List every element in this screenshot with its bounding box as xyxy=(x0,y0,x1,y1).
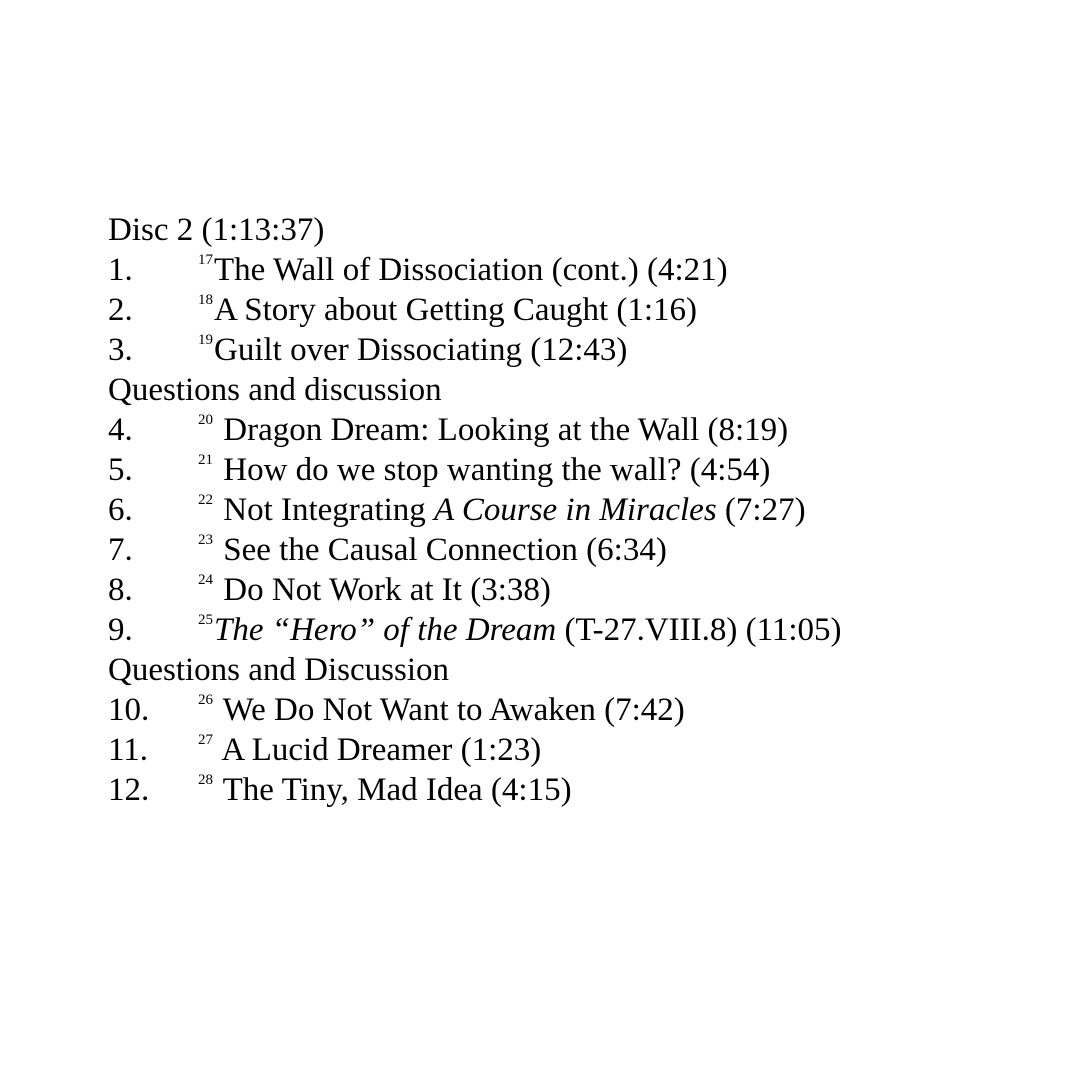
track-item-7 xyxy=(108,530,1008,570)
track-number: 5. xyxy=(108,452,133,488)
track-item-8 xyxy=(108,570,1008,610)
track-item-10 xyxy=(108,690,1008,730)
track-number: 7. xyxy=(108,532,133,568)
book-title: A Course in Miracles xyxy=(434,492,717,528)
footnote-ref: 26 xyxy=(198,692,213,708)
disc-heading: Disc 2 (1:13:37) xyxy=(108,212,325,248)
track-number: 9. xyxy=(108,612,133,648)
track-item-12 xyxy=(108,770,1008,810)
footnote-ref: 21 xyxy=(198,452,213,468)
track-item-5 xyxy=(108,450,1008,490)
track-title: Guilt over Dissociating (12:43) xyxy=(214,332,628,368)
section-heading: Questions and Discussion xyxy=(108,652,449,688)
footnote-ref: 27 xyxy=(198,732,213,748)
track-number: 6. xyxy=(108,492,133,528)
track-listing xyxy=(108,210,1008,810)
passage-title: The “Hero” of the Dream xyxy=(214,612,557,648)
footnote-ref: 18 xyxy=(198,292,213,308)
footnote-ref: 22 xyxy=(198,492,213,508)
track-title: Do Not Work at It (3:38) xyxy=(215,572,551,608)
track-item-3 xyxy=(108,330,1008,370)
track-item-6 xyxy=(108,490,1008,530)
footnote-ref: 25 xyxy=(198,612,213,628)
track-number: 8. xyxy=(108,572,133,608)
track-item-4 xyxy=(108,410,1008,450)
track-title-suffix: (7:27) xyxy=(716,492,806,528)
track-item-11 xyxy=(108,730,1008,770)
track-item-1 xyxy=(108,250,1008,290)
track-number: 10. xyxy=(108,692,150,728)
track-title: The Tiny, Mad Idea (4:15) xyxy=(215,772,572,808)
track-title: See the Causal Connection (6:34) xyxy=(215,532,667,568)
track-item-2 xyxy=(108,290,1008,330)
track-title-suffix: (T-27.VIII.8) (11:05) xyxy=(556,612,842,648)
track-title: Dragon Dream: Looking at the Wall (8:19) xyxy=(215,412,789,448)
footnote-ref: 24 xyxy=(198,572,213,588)
track-title: A Lucid Dreamer (1:23) xyxy=(215,732,542,768)
track-title: A Story about Getting Caught (1:16) xyxy=(214,292,698,328)
track-title: We Do Not Want to Awaken (7:42) xyxy=(215,692,685,728)
track-number: 3. xyxy=(108,332,133,368)
footnote-ref: 28 xyxy=(198,772,213,788)
section-heading: Questions and discussion xyxy=(108,372,442,408)
track-number: 12. xyxy=(108,772,150,808)
track-number: 11. xyxy=(108,732,149,768)
track-title-prefix: Not Integrating xyxy=(215,492,435,528)
footnote-ref: 23 xyxy=(198,532,213,548)
track-number: 1. xyxy=(108,252,133,288)
footnote-ref: 17 xyxy=(198,252,213,268)
track-item-9 xyxy=(108,610,1008,650)
track-number: 4. xyxy=(108,412,133,448)
track-number: 2. xyxy=(108,292,133,328)
track-title: How do we stop wanting the wall? (4:54) xyxy=(215,452,771,488)
footnote-ref: 20 xyxy=(198,412,213,428)
track-title: The Wall of Dissociation (cont.) (4:21) xyxy=(214,252,728,288)
footnote-ref: 19 xyxy=(198,332,213,348)
